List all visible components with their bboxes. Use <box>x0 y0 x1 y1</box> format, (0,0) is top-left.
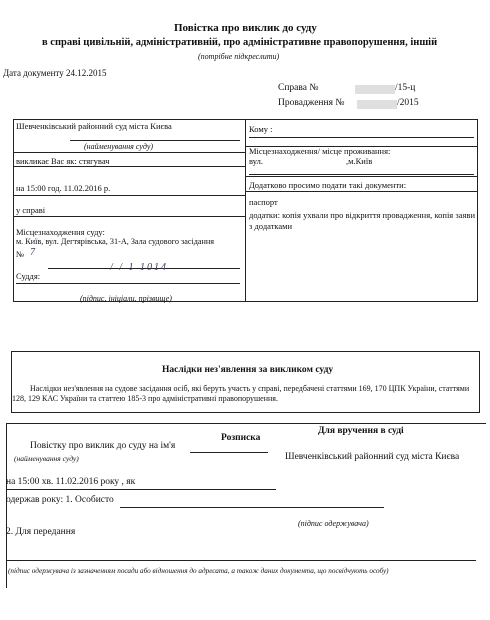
case-suffix: /15-ц <box>395 83 416 93</box>
court-name-underline <box>70 140 240 141</box>
court-location-value: м. Київ, вул. Дегтярівська, 31-А, Зала судового засідання <box>16 237 215 246</box>
pass-line: 2. Для передання <box>6 527 76 537</box>
residence-label: Місцезнаходження/ місце проживання: <box>249 146 391 156</box>
addressee-underline <box>190 452 268 453</box>
judge-underline <box>16 283 240 284</box>
case-number-row <box>278 83 318 93</box>
proceeding-label: Провадження № <box>278 98 345 108</box>
summons-as: викликає Вас як: стягувач <box>16 156 110 166</box>
residence-underline <box>249 174 474 175</box>
recipient-underline <box>249 137 474 138</box>
underline-note: (потрібне підкреслити) <box>198 52 280 61</box>
redacted-proceeding-number <box>357 100 397 109</box>
row-divider <box>14 195 245 196</box>
court-room-number: 7 <box>30 247 35 258</box>
recipient-label: Кому : <box>249 124 273 134</box>
recipient-signature-note: (підпис одержувача) <box>298 519 369 528</box>
received-underline <box>120 507 384 508</box>
receipt-title: Розписка <box>221 433 261 443</box>
bottom-signature-note: (підпис одержувача із зазначенням посади або відношення до адресата, а також даних документа, що посвідчують особу) <box>8 567 389 575</box>
proceeding-suffix: /2015 <box>397 98 419 108</box>
judge-label: Суддя: <box>16 271 41 281</box>
court-name-note: (найменування суду) <box>84 142 154 151</box>
docs-passport: паспорт <box>249 197 278 207</box>
for-court-delivery: Для вручення в суді <box>318 426 404 436</box>
consequences-text: Наслідки нез'явлення на судове засідання осіб, які беруть участь у справі, передбачені статтями 169, 170 ЦПК України, статтями 128, 129 КАС України та статтею 185-3 про адміністративні правопорушення. <box>12 384 470 403</box>
document-date: Дата документу 24.12.2015 <box>3 68 107 78</box>
judge-signature: / / 1 1014 <box>110 262 169 273</box>
receipt-court-name: Шевченківський районний суд міста Києва <box>285 452 460 462</box>
court-room-label: № <box>16 249 25 259</box>
docs-attachments: додатки: копія ухвали про відкриття провадження, копія заяви з додатками <box>249 210 475 231</box>
residence-street: вул. <box>249 156 263 166</box>
hearing-time: на 15:00 год. 11.02.2016 р. <box>16 183 111 193</box>
row-divider <box>246 176 478 177</box>
judge-signature-note: (підпис, ініціали, прізвище) <box>80 294 172 303</box>
redacted-case-number <box>355 85 395 94</box>
case-label: Справа № <box>278 83 319 93</box>
summons-title: Повістка про виклик до суду <box>174 22 317 34</box>
court-name: Шевченківський районний суд міста Києва <box>16 121 172 131</box>
in-case-label: у справі <box>16 205 46 215</box>
court-name-note-receipt: (найменування суду) <box>14 454 79 463</box>
summons-addressee-line: Повістку про виклик до суду на ім'я <box>30 441 176 451</box>
receipt-time-line: на 15:00 хв. 11.02.2016 року , як <box>6 477 136 487</box>
residence-city: ,м.Київ <box>346 156 373 166</box>
pass-underline <box>6 560 476 561</box>
receipt-top-rule <box>6 423 486 424</box>
receipt-time-underline <box>6 489 276 490</box>
row-divider <box>14 166 245 167</box>
additional-docs-label: Додатково просимо подати такі документи: <box>249 180 407 190</box>
receipt-left-rule <box>6 423 7 588</box>
summons-subtitle: в справі цивільній, адміністративній, про адміністративне правопорушення, іншій <box>42 37 438 48</box>
received-line: одержав року: 1. Особисто <box>6 495 114 505</box>
consequences-title: Наслідки нез'явлення за викликом суду <box>162 365 334 375</box>
court-location-label: Місцезнаходження суду: <box>16 227 105 237</box>
row-divider <box>14 152 245 153</box>
row-divider <box>246 191 478 192</box>
row-divider <box>14 216 245 217</box>
